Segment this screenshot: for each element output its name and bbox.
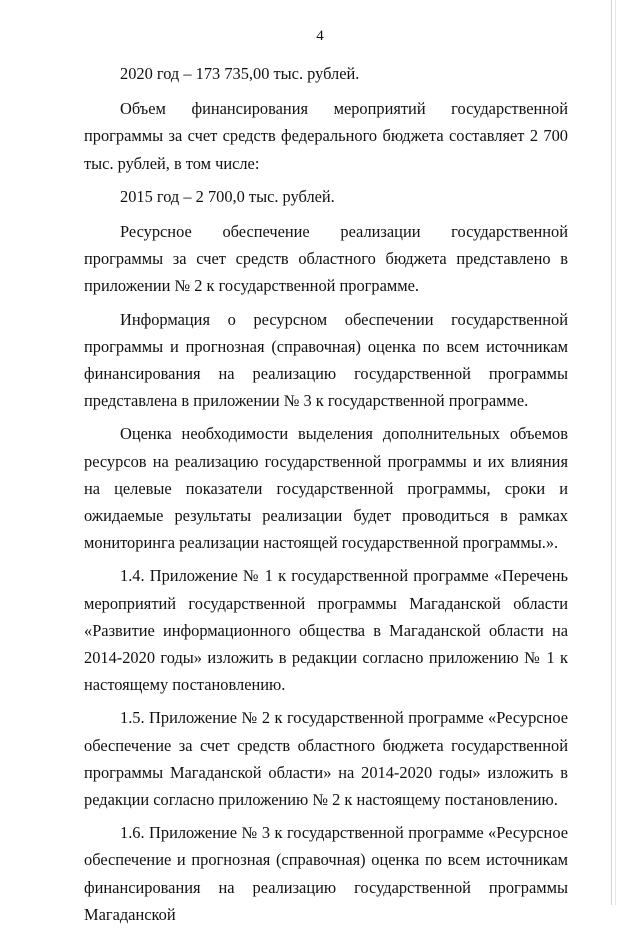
paragraph-item-1-5: 1.5. Приложение № 2 к государственной программе «Ресурсное обеспечение за счет средств областного бюджета государственной программы Магаданской области» на 2014-2020 годы» изложить в редакции согласно приложению № 2 к настоящему постановлению. xyxy=(84,708,568,810)
paragraph-item-1-6: 1.6. Приложение № 3 к государственной программе «Ресурсное обеспечение и прогнозная (справочная) оценка по всем источникам финансирования на реализацию государственной программы Магаданской xyxy=(84,823,568,924)
paragraph-2015-amount: 2015 год – 2 700,0 тыс. рублей. xyxy=(120,186,335,206)
page-number: 4 xyxy=(316,28,324,44)
paragraph-federal-budget: Объем финансирования мероприятий государственной программы за счет средств федерального бюджета составляет 2 700 тыс. рублей, в том числе: xyxy=(84,99,568,173)
page-edge-line xyxy=(611,0,612,905)
paragraph-item-1-4: 1.4. Приложение № 1 к государственной программе «Перечень мероприятий государственной программы Магаданской области «Развитие информационного общества в Магаданской области на 2014-2020 годы» изложить в редакции согласно приложению № 1 к настоящему постановлению. xyxy=(84,566,568,695)
paragraph-regional-budget: Ресурсное обеспечение реализации государственной программы за счет средств областного бюджета представлено в приложении № 2 к государственной программе. xyxy=(84,222,568,296)
paragraph-assessment: Оценка необходимости выделения дополнительных объемов ресурсов на реализацию государственной программы и их влияния на целевые показатели государственной программы, сроки и ожидаемые результаты реализации будет проводиться в рамках мониторинга реализации настоящей государственной программы.». xyxy=(84,424,568,553)
page-edge-line-secondary xyxy=(615,0,616,905)
paragraph-2020-amount: 2020 год – 173 735,00 тыс. рублей. xyxy=(120,64,360,83)
paragraph-resource-info: Информация о ресурсном обеспечении государственной программы и прогнозная (справочная) оценка по всем источникам финансирования на реализацию государственной программы представлена в приложении № 3 к государственной программе. xyxy=(84,309,568,411)
document-body xyxy=(84,60,568,934)
